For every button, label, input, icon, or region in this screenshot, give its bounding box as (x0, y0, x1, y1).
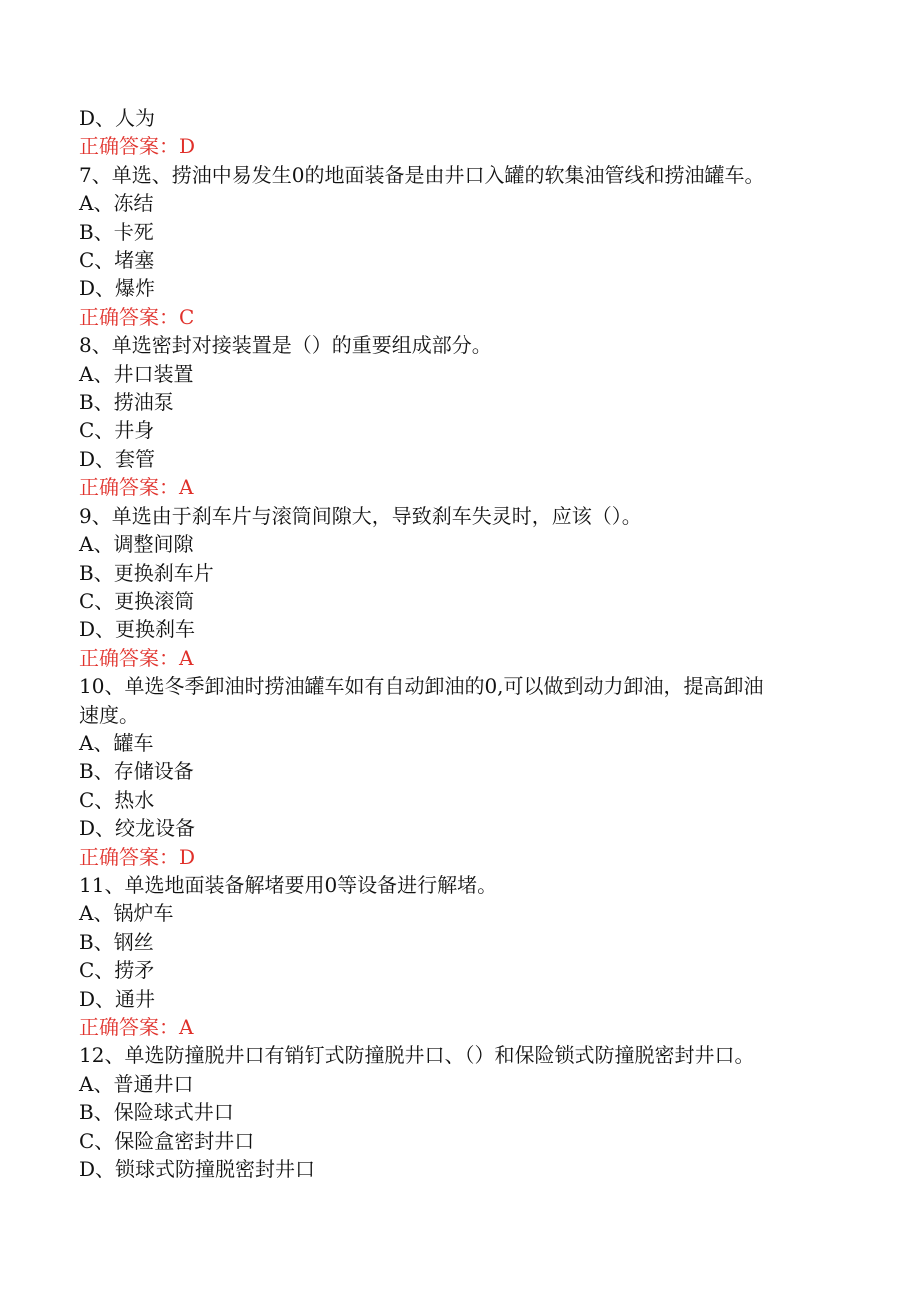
question-9-option-c: C、更换滚筒 (79, 588, 195, 613)
question-9-option-a: A、调整间隙 (79, 532, 194, 557)
question-10-option-d: D、绞龙设备 (79, 816, 196, 841)
question-11-text: 11、单选地面装备解堵要用0等设备进行解堵。 (79, 872, 498, 897)
answer-value: D (179, 844, 196, 869)
answer-label: 正确答案： (79, 475, 179, 500)
question-9-answer (79, 644, 849, 672)
answer-value: D (179, 134, 196, 159)
question-8-option-a: A、井口装置 (79, 361, 194, 386)
answer-line-leading (79, 132, 849, 160)
question-12-option-d: D、锁球式防撞脱密封井口 (79, 1157, 316, 1182)
question-11-option-a: A、锅炉车 (79, 901, 174, 926)
question-7-option-c: C、堵塞 (79, 248, 155, 273)
question-8-text: 8、单选密封对接装置是（）的重要组成部分。 (79, 333, 492, 358)
answer-value: A (179, 475, 194, 500)
question-12-option-c: C、保险盒密封井口 (79, 1128, 255, 1153)
answer-label: 正确答案： (79, 134, 179, 159)
question-7-option-b: B、卡死 (79, 219, 154, 244)
answer-value: A (179, 645, 194, 670)
answer-label: 正确答案： (79, 645, 179, 670)
question-7-text: 7、单选、捞油中易发生0的地面装备是由井口入罐的软集油管线和捞油罐车。 (79, 162, 765, 187)
question-8-option-c: C、井身 (79, 418, 155, 443)
answer-label: 正确答案： (79, 304, 179, 329)
question-7-answer (79, 303, 849, 331)
question-11-option-b: B、钢丝 (79, 929, 154, 954)
question-11-option-d: D、通井 (79, 986, 156, 1011)
question-10-option-c: C、热水 (79, 787, 155, 812)
question-7-option-a: A、冻结 (79, 191, 154, 216)
question-8-answer (79, 473, 849, 501)
question-10-answer (79, 843, 849, 871)
question-7-option-d: D、爆炸 (79, 276, 156, 301)
question-11-answer (79, 1013, 849, 1041)
answer-label: 正确答案： (79, 844, 179, 869)
question-11-option-c: C、捞矛 (79, 958, 155, 983)
question-12-text: 12、单选防撞脱井口有销钉式防撞脱井口、（）和保险锁式防撞脱密封井口。 (79, 1043, 755, 1068)
answer-label: 正确答案： (79, 1015, 179, 1039)
question-9-option-b: B、更换刹车片 (79, 560, 214, 585)
question-9-option-d: D、更换刹车 (79, 617, 196, 642)
question-10-option-b: B、存储设备 (79, 759, 194, 784)
answer-value: A (179, 1015, 194, 1039)
question-8-option-b: B、捞油泵 (79, 390, 174, 415)
question-10-option-a: A、罐车 (79, 730, 154, 755)
question-10-text-line2: 速度。 (79, 702, 139, 727)
question-8-option-d: D、套管 (79, 446, 156, 471)
option-d-leading: D、人为 (79, 106, 156, 130)
document-page (79, 104, 849, 1183)
question-9-text: 9、单选由于刹车片与滚筒间隙大，导致刹车失灵时，应该（）。 (79, 503, 642, 528)
question-10-text-line1: 10、单选冬季卸油时捞油罐车如有自动卸油的0,可以做到动力卸油，提高卸油 (79, 674, 764, 699)
answer-value: C (179, 304, 195, 329)
question-12-option-b: B、保险球式井口 (79, 1100, 234, 1125)
question-12-option-a: A、普通井口 (79, 1071, 194, 1096)
